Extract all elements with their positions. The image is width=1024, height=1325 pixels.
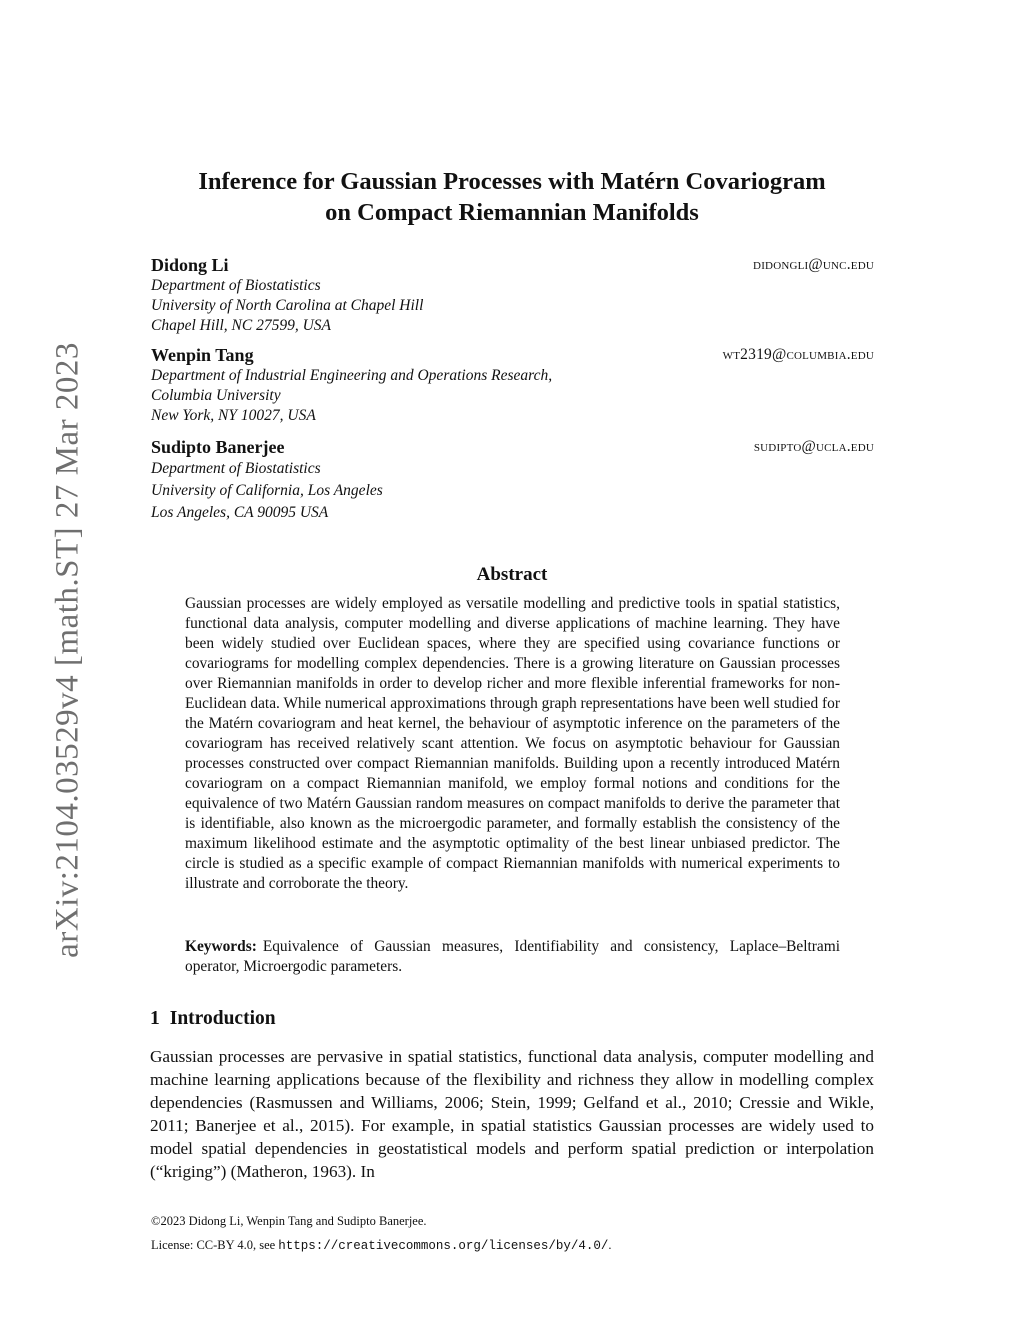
author-block-1: [151, 254, 874, 336]
author-affiliation-line: University of North Carolina at Chapel Hill: [151, 297, 424, 314]
author-email[interactable]: didongli@unc.edu: [753, 256, 874, 273]
author-affiliation-line: New York, NY 10027, USA: [151, 407, 316, 424]
arxiv-identifier-stamp: arXiv:2104.03529v4 [math.ST] 27 Mar 2023: [49, 342, 86, 958]
author-block-2: [151, 344, 874, 426]
author-affiliation-line: Department of Biostatistics: [151, 277, 321, 294]
introduction-text: Gaussian processes are pervasive in spatial statistics, functional data analysis, computer modelling and machine learning applications because of the flexibility and richness they allow in modelling complex dependencies (Rasmussen and Williams, 2006; Stein, 1999; Gelfand et al., 2010; Cressie and Wikle, 2011; Banerjee et al., 2015). For example, in spatial statistics Gaussian processes are widely used to model spatial dependencies in geostatistical models and perform spatial prediction or interpolation (“kriging”) (Matheron, 1963). In: [150, 1047, 874, 1181]
abstract-text: Gaussian processes are widely employed as versatile modelling and predictive tools in spatial statistics, functional data analysis, computer modelling and diverse applications of machine learning. They have been widely studied over Euclidean spaces, where they are specified using covariance functions or covariograms for modelling complex dependencies. There is a growing literature on Gaussian processes over Riemannian manifolds in order to develop richer and more flexible inferential frameworks for non-Euclidean data. While numerical approximations through graph representations have been well studied for the Matérn covariogram and heat kernel, the behaviour of asymptotic inference on the parameters of the covariogram has received relatively scant attention. We focus on asymptotic behaviour for Gaussian processes constructed over compact Riemannian manifolds. Building upon a recently introduced Matérn covariogram on a compact Riemannian manifold, we employ formal notions and conditions for the equivalence of two Matérn Gaussian random measures on compact manifolds to derive the parameter that is identifiable, also known as the microergodic parameter, and formally establish the consistency of the maximum likelihood estimate and the asymptotic optimality of the best linear unbiased predictor. The circle is studied as a specific example of compact Riemannian manifolds with numerical experiments to illustrate and corroborate the theory.: [185, 595, 840, 892]
section-number: 1: [150, 1008, 160, 1029]
author-name: Wenpin Tang: [151, 345, 254, 365]
author-email[interactable]: wt2319@columbia.edu: [722, 346, 874, 363]
section-heading-introduction: [150, 1008, 276, 1030]
author-name: Didong Li: [151, 255, 229, 275]
author-email[interactable]: sudipto@ucla.edu: [753, 438, 874, 455]
license-suffix: .: [608, 1238, 612, 1252]
paper-title-line-1: Inference for Gaussian Processes with Matérn Covariogram: [198, 168, 826, 195]
author-affiliation-line: Los Angeles, CA 90095 USA: [151, 504, 329, 521]
license-link[interactable]: https://creativecommons.org/licenses/by/4.0/: [278, 1239, 609, 1253]
author-block-3: [151, 436, 874, 524]
author-name: Sudipto Banerjee: [151, 437, 285, 457]
author-affiliation-line: Department of Industrial Engineering and Operations Research,: [151, 367, 553, 384]
author-affiliation-line: University of California, Los Angeles: [151, 482, 383, 499]
paper-title: [150, 166, 874, 228]
section-title: Introduction: [169, 1008, 276, 1029]
license-prefix: License: CC-BY 4.0, see: [151, 1238, 276, 1252]
keywords-list: Equivalence of Gaussian measures, Identifiability and consistency, Laplace–Beltrami operator, Microergodic parameters.: [185, 938, 840, 975]
paper-title-line-2: on Compact Riemannian Manifolds: [325, 199, 699, 226]
abstract-heading: Abstract: [476, 564, 548, 585]
author-affiliation-line: Department of Biostatistics: [151, 460, 321, 477]
license-footnote: [151, 1237, 874, 1254]
author-affiliation-line: Chapel Hill, NC 27599, USA: [151, 317, 331, 334]
copyright-footnote: ©2023 Didong Li, Wenpin Tang and Sudipto Banerjee.: [151, 1214, 427, 1228]
author-affiliation-line: Columbia University: [151, 387, 281, 404]
keywords-label: Keywords:: [185, 938, 257, 955]
keywords: [185, 937, 840, 977]
